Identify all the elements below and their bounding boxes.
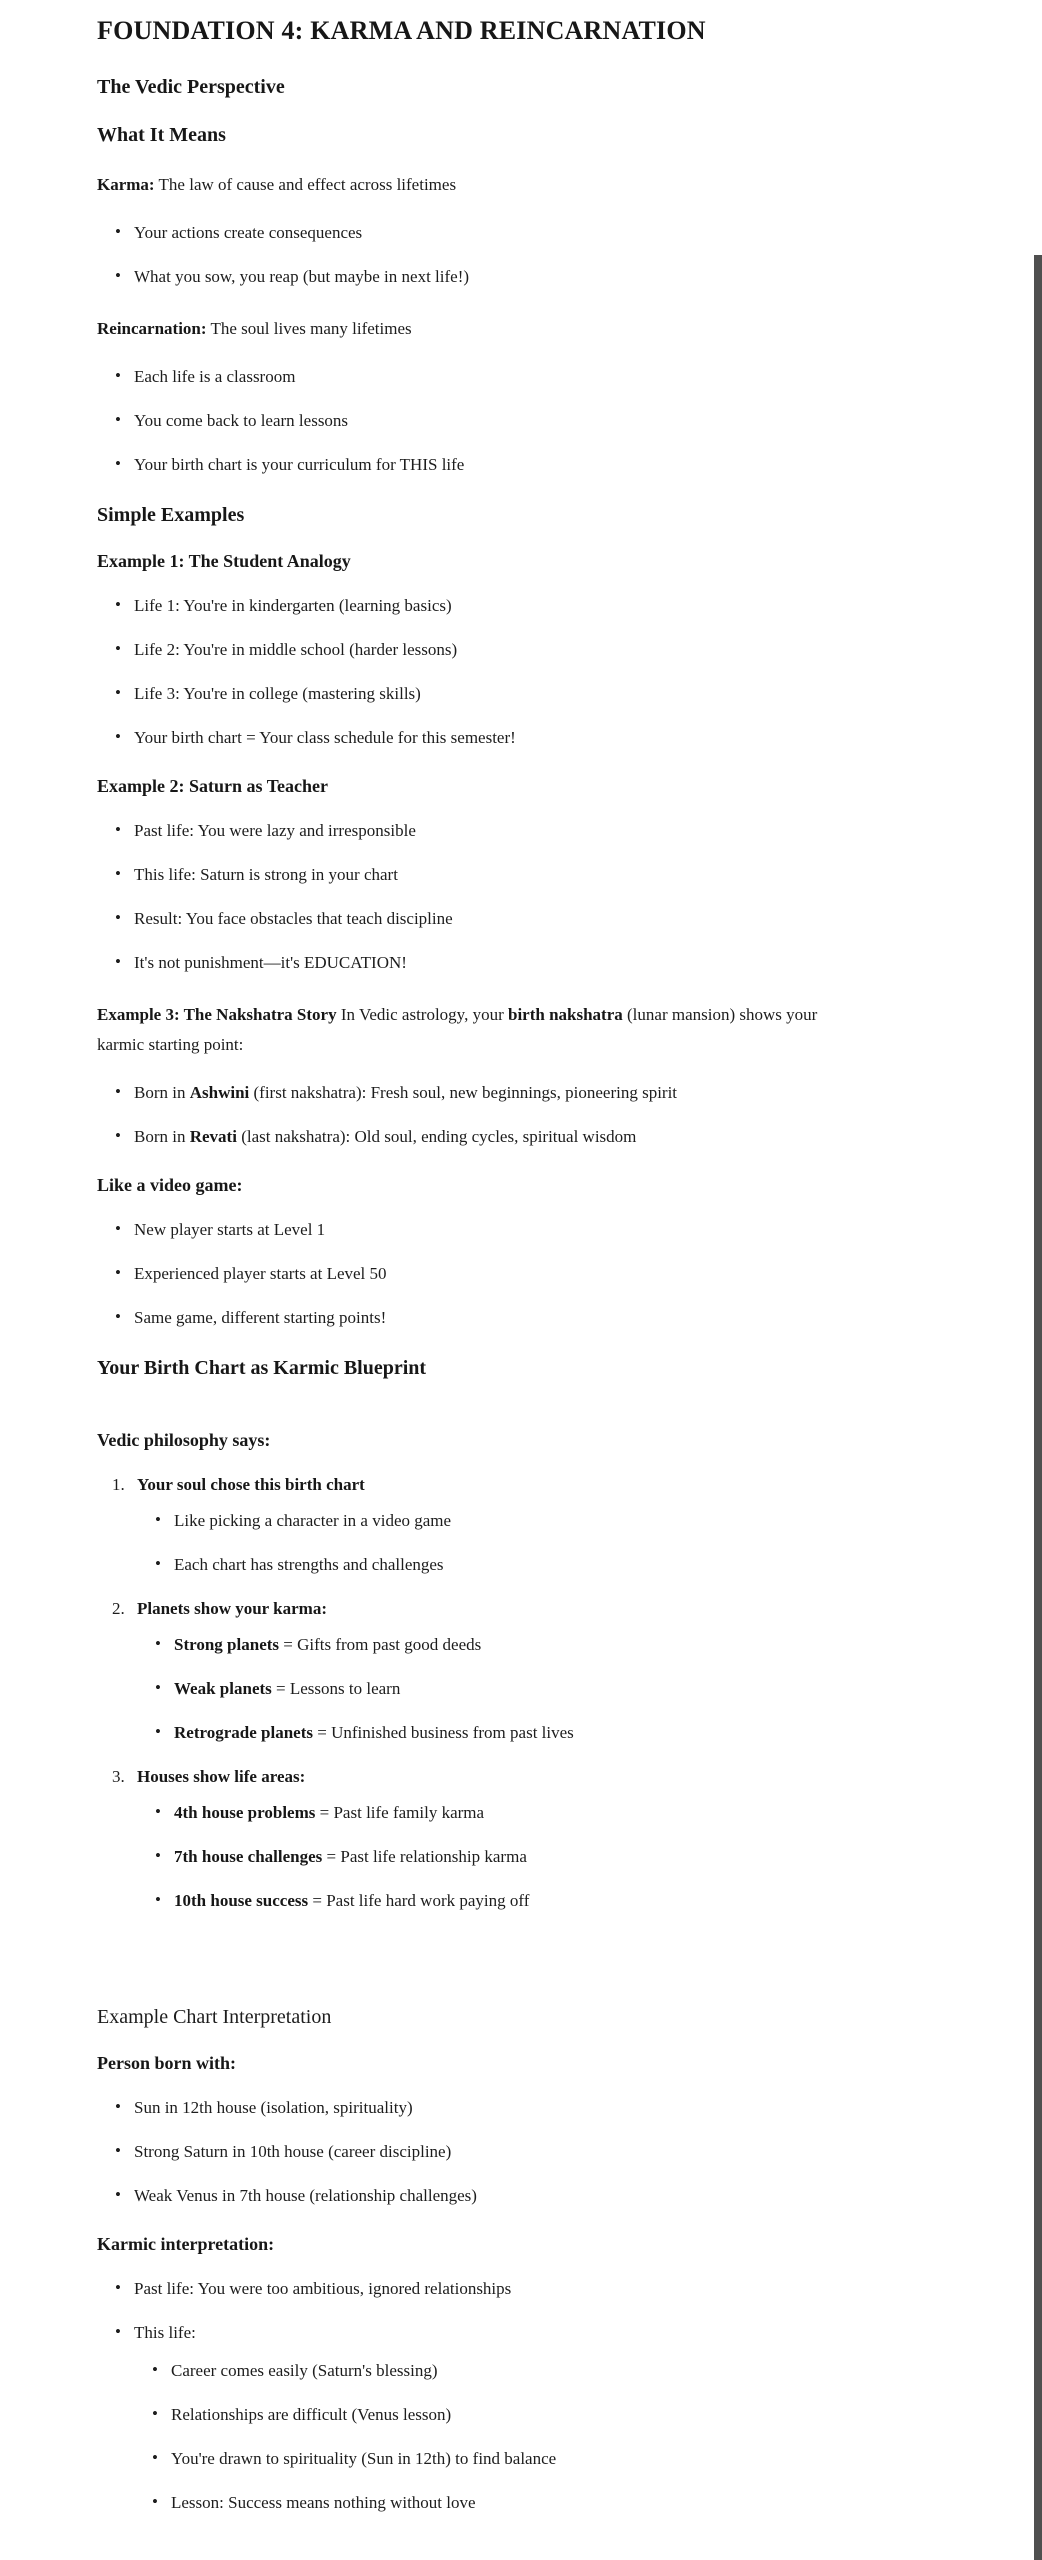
text-run: The soul lives many lifetimes [206, 319, 412, 338]
bullet-icon: • [155, 1802, 161, 1821]
nested-bullet-item [137, 1842, 897, 1872]
bullet-item [97, 218, 894, 248]
nested-bullet-item [137, 1718, 897, 1748]
bold-text-run: 4th house problems [174, 1803, 316, 1822]
nested-bullet-item [137, 1674, 897, 1704]
section-heading [97, 1355, 897, 1381]
nested-bullet-list [137, 1798, 897, 1916]
text-run: Relationships are difficult (Venus lesson) [171, 2405, 452, 2424]
text-run: = Gifts from past good deeds [279, 1635, 482, 1654]
bold-text-run: Strong planets [174, 1635, 280, 1654]
text-run: = Past life relationship karma [322, 1847, 527, 1866]
text-run: Each chart has strengths and challenges [174, 1555, 444, 1574]
bold-text-run: FOUNDATION 4: KARMA AND REINCARNATION [97, 16, 706, 45]
bold-text-run: Revati [189, 1127, 237, 1146]
bullet-icon: • [152, 2404, 158, 2423]
text-run: Past life: You were lazy and irresponsible [134, 821, 416, 840]
bullet-icon: • [155, 1722, 161, 1741]
text-run: New player starts at Level 1 [134, 1220, 326, 1239]
bullet-list [97, 1215, 897, 1333]
bullet-icon: • [115, 2097, 121, 2116]
bullet-item [97, 1078, 894, 1108]
nested-bullet-item [137, 1798, 897, 1828]
bold-text-run: Your Birth Chart as Karmic Blueprint [97, 1357, 427, 1379]
bullet-icon: • [152, 2492, 158, 2511]
bullet-item [97, 816, 894, 846]
bold-text-run: Karma: [97, 175, 155, 194]
bullet-item [97, 679, 894, 709]
text-run: Past life: You were too ambitious, ignored relationships [134, 2279, 512, 2298]
text-run: Lesson: Success means nothing without love [171, 2493, 476, 2512]
text-run: In Vedic astrology, your [336, 1005, 508, 1024]
bold-text-run: The Vedic Perspective [97, 76, 285, 98]
nested-bullet-item [134, 2356, 894, 2386]
bullet-item [97, 262, 894, 292]
text-run: Career comes easily (Saturn's blessing) [171, 2361, 438, 2380]
bullet-icon: • [115, 2322, 121, 2341]
sub-heading [97, 775, 897, 798]
bullet-icon: • [155, 1554, 161, 1573]
bold-text-run: Simple Examples [97, 504, 245, 526]
bullet-icon: • [115, 1263, 121, 1282]
bullet-item [97, 2181, 894, 2211]
sub-heading [97, 1174, 897, 1197]
text-run: Like picking a character in a video game [174, 1511, 452, 1530]
bullet-list [97, 816, 897, 978]
text-run: Same game, different starting points! [134, 1308, 387, 1327]
numbered-item [97, 1594, 897, 1748]
nested-bullet-item [137, 1886, 897, 1916]
bullet-icon: • [155, 1634, 161, 1653]
list-number: 3. [112, 1767, 125, 1786]
bullet-icon: • [155, 1678, 161, 1697]
bold-text-run: Like a video game: [97, 1175, 243, 1195]
text-run: = Lessons to learn [271, 1679, 401, 1698]
bullet-icon: • [115, 222, 121, 241]
scrollbar-thumb[interactable] [1034, 255, 1042, 2560]
text-run: Your actions create consequences [134, 223, 363, 242]
bullet-icon: • [155, 1846, 161, 1865]
paragraph [97, 170, 842, 200]
bold-text-run: Ashwini [189, 1083, 250, 1102]
nested-bullet-list [137, 1630, 897, 1748]
nested-bullet-item [134, 2400, 894, 2430]
numbered-item [97, 1470, 897, 1580]
list-number: 2. [112, 1599, 125, 1618]
bullet-icon: • [115, 2278, 121, 2297]
nested-bullet-list [134, 2356, 894, 2518]
bullet-icon: • [115, 864, 121, 883]
bullet-list [97, 1078, 897, 1152]
text-run: Life 3: You're in college (mastering skills) [134, 684, 421, 703]
text-run: Born in [134, 1083, 190, 1102]
text-run: = Unfinished business from past lives [312, 1723, 574, 1742]
bullet-list [97, 2093, 897, 2211]
bullet-item [97, 2137, 894, 2167]
bullet-icon: • [115, 908, 121, 927]
bold-text-run: Example 3: The Nakshatra Story [97, 1005, 337, 1024]
nested-bullet-item [137, 1506, 897, 1536]
bullet-icon: • [115, 820, 121, 839]
section-heading-regular [97, 2004, 897, 2030]
bullet-icon: • [115, 639, 121, 658]
bold-text-run: Retrograde planets [174, 1723, 313, 1742]
bullet-item [97, 1259, 894, 1289]
bullet-icon: • [115, 2185, 121, 2204]
paragraph [97, 314, 842, 344]
sub-heading [97, 1429, 897, 1452]
bullet-icon: • [152, 2360, 158, 2379]
bold-text-run: Weak planets [174, 1679, 272, 1698]
section-heading [97, 502, 897, 528]
text-run: Life 2: You're in middle school (harder lessons) [134, 640, 458, 659]
bullet-item [97, 860, 894, 890]
bold-text-run: Vedic philosophy says: [97, 1430, 271, 1450]
bullet-icon: • [115, 2141, 121, 2160]
sub-heading [97, 550, 897, 573]
bullet-icon: • [115, 595, 121, 614]
nested-bullet-item [134, 2444, 894, 2474]
bullet-item [97, 406, 894, 436]
sub-heading [97, 2233, 897, 2256]
bullet-icon: • [115, 727, 121, 746]
bullet-item [97, 1215, 894, 1245]
bullet-icon: • [115, 952, 121, 971]
section-heading [97, 122, 897, 148]
nested-bullet-item [137, 1630, 897, 1660]
text-run: You come back to learn lessons [134, 411, 349, 430]
text-run: (lunar mansion) shows your karmic starting point: [97, 1005, 818, 1054]
text-run: (first nakshatra): Fresh soul, new beginnings, pioneering spirit [249, 1083, 678, 1102]
text-run: Each life is a classroom [134, 367, 296, 386]
bullet-icon: • [115, 410, 121, 429]
bold-text-run: birth nakshatra [507, 1005, 623, 1024]
bold-text-run: 10th house success [174, 1891, 309, 1910]
bullet-icon: • [155, 1890, 161, 1909]
bullet-item [97, 362, 894, 392]
bullet-item [97, 904, 894, 934]
bullet-item [97, 1303, 894, 1333]
bullet-icon: • [115, 683, 121, 702]
bold-text-run: Houses show life areas: [137, 1767, 306, 1786]
bullet-icon: • [115, 1082, 121, 1101]
text-run: Experienced player starts at Level 50 [134, 1264, 387, 1283]
text-run: Life 1: You're in kindergarten (learning basics) [134, 596, 452, 615]
bullet-icon: • [115, 366, 121, 385]
bullet-item [97, 450, 894, 480]
nested-bullet-item [137, 1550, 897, 1580]
nested-bullet-list [137, 1506, 897, 1580]
bullet-list [97, 2274, 897, 2518]
bullet-icon: • [115, 1307, 121, 1326]
bullet-item [97, 591, 894, 621]
text-run: You're drawn to spirituality (Sun in 12th) to find balance [171, 2449, 557, 2468]
text-run: Weak Venus in 7th house (relationship challenges) [134, 2186, 477, 2205]
text-run: = Past life hard work paying off [308, 1891, 530, 1910]
bold-text-run: Person born with: [97, 2053, 236, 2073]
bold-text-run: 7th house challenges [174, 1847, 323, 1866]
list-number: 1. [112, 1475, 125, 1494]
document-title [97, 14, 897, 48]
bullet-list [97, 218, 897, 292]
numbered-list [97, 1470, 897, 1916]
text-run: Born in [134, 1127, 190, 1146]
bullet-item [97, 2093, 894, 2123]
text-run: This life: [134, 2323, 196, 2342]
text-run: The law of cause and effect across lifetimes [154, 175, 457, 194]
text-run: (last nakshatra): Old soul, ending cycles, spiritual wisdom [236, 1127, 637, 1146]
bullet-item [97, 2274, 894, 2304]
numbered-item [97, 1762, 897, 1916]
bold-text-run: Example 1: The Student Analogy [97, 551, 351, 571]
text-run: It's not punishment—it's EDUCATION! [134, 953, 407, 972]
bullet-item [97, 948, 894, 978]
bold-text-run: Reincarnation: [97, 319, 207, 338]
text-run: Example Chart Interpretation [97, 2006, 332, 2028]
bullet-list [97, 362, 897, 480]
section-heading [97, 74, 897, 100]
bullet-icon: • [115, 266, 121, 285]
text-run: This life: Saturn is strong in your chart [134, 865, 398, 884]
nested-bullet-item [134, 2488, 894, 2518]
bullet-icon: • [115, 454, 121, 473]
bold-text-run: What It Means [97, 124, 226, 146]
bold-text-run: Karmic interpretation: [97, 2234, 275, 2254]
text-run: Result: You face obstacles that teach discipline [134, 909, 453, 928]
text-run: Your birth chart is your curriculum for THIS life [134, 455, 465, 474]
paragraph [97, 1000, 842, 1060]
bold-text-run: Example 2: Saturn as Teacher [97, 776, 329, 796]
spacer [97, 1399, 897, 1407]
text-run: Strong Saturn in 10th house (career discipline) [134, 2142, 452, 2161]
bold-text-run: Planets show your karma: [137, 1599, 327, 1618]
bold-text-run: Your soul chose this birth chart [137, 1475, 365, 1494]
bullet-item [97, 723, 894, 753]
sub-heading [97, 2052, 897, 2075]
bullet-icon: • [115, 1219, 121, 1238]
text-run: What you sow, you reap (but maybe in next life!) [134, 267, 470, 286]
spacer [97, 1938, 897, 1978]
text-run: Sun in 12th house (isolation, spirituality) [134, 2098, 413, 2117]
bullet-icon: • [152, 2448, 158, 2467]
bullet-list [97, 591, 897, 753]
bullet-icon: • [115, 1126, 121, 1145]
bullet-item [97, 2318, 894, 2518]
bullet-icon: • [155, 1510, 161, 1529]
text-run: Your birth chart = Your class schedule for this semester! [134, 728, 516, 747]
bullet-item [97, 1122, 894, 1152]
text-run: = Past life family karma [315, 1803, 485, 1822]
bullet-item [97, 635, 894, 665]
